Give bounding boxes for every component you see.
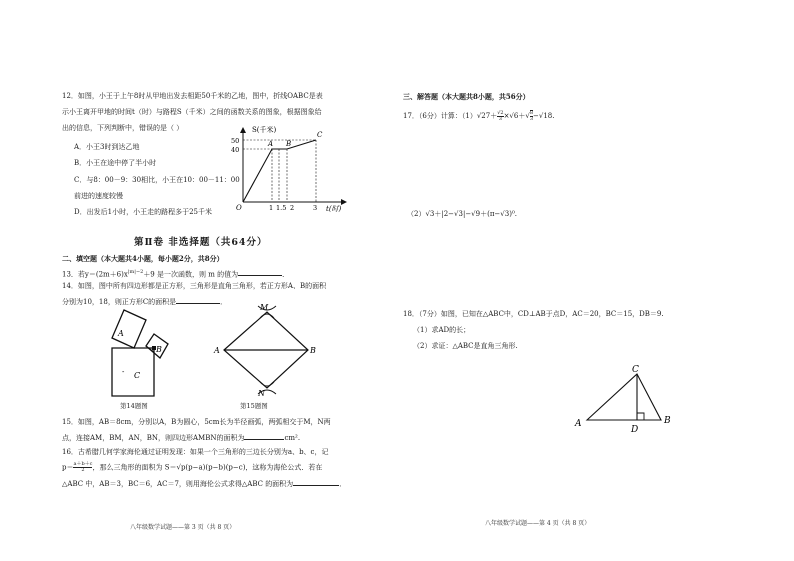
q16-fraction-num: a＋b＋c — [73, 461, 93, 467]
fig15-caption: 第15题图 — [240, 402, 268, 410]
square-c — [112, 348, 154, 396]
q16-line2 — [62, 462, 322, 473]
fig15-label-b: B — [310, 346, 316, 355]
q17-fraction2-num: 8 — [529, 110, 533, 116]
q17-fraction1-den: 3 — [498, 115, 502, 122]
fig14-label-b: B — [156, 345, 162, 354]
graph-tick-40: 40 — [231, 146, 240, 154]
q13-answer-blank[interactable] — [238, 268, 282, 276]
q12-option-d: D．出发后1小时，小王走的路程多于25千米 — [74, 208, 212, 216]
q17-part1-text: 17．（6分）计算：（1）√27＋ — [403, 112, 498, 120]
q12-distance-time-graph — [228, 124, 353, 214]
q15-line2 — [62, 432, 300, 443]
q16-line3-text: △ABC 中，AB＝3，BC＝6，AC＝7，则用海伦公式求得△ABC 的面积为 — [62, 480, 294, 488]
q16-fraction-den: 2 — [81, 467, 85, 473]
q12-option-c-line1: C．与8：00－9：30相比，小王在10：00－11：00 — [74, 176, 240, 184]
graph-tick-50: 50 — [231, 137, 240, 145]
q18-line1: 18．（7分）如图，已知在△ABC中，CD⊥AB于点D，AC＝20，BC＝15，DB＝9. — [403, 310, 664, 318]
q12-option-a: A．小王3时到达乙地 — [74, 143, 140, 151]
q15-answer-blank[interactable] — [244, 432, 284, 440]
q17-part1b: ×√6＋√ — [503, 112, 530, 120]
fig14-label-a: A — [118, 329, 124, 338]
graph-point-a: A — [268, 140, 274, 148]
q14-line2-text: 分别为10，18，则正方形C的面积是 — [62, 298, 177, 306]
q13-exponent: |m|−2 — [127, 269, 144, 275]
q13 — [62, 268, 289, 279]
q12-line3: 出的信息，下列判断中，错误的是（ ） — [62, 124, 184, 132]
q18-sub1: （1）求AD的长； — [413, 326, 471, 334]
q16-line1: 16．古希腊几何学家海伦通过证明发现：如果一个三角形的三边长分别为a、b、c，记 — [62, 448, 329, 456]
q16-answer-blank[interactable] — [293, 478, 339, 486]
figure-15-rhombus — [212, 302, 322, 398]
q18-sub2: （2）求证：△ABC是直角三角形. — [413, 342, 518, 350]
q16-line3 — [62, 478, 346, 489]
left-page-footer: 八年级数学试题——第 3 页（共 8 页） — [130, 524, 236, 531]
q15-end: cm². — [284, 434, 301, 442]
fig15-label-a: A — [214, 346, 220, 355]
graph-point-b: B — [286, 140, 292, 148]
graph-tick-1: 1 — [269, 204, 274, 212]
q12-option-b: B．小王在途中停了半小时 — [74, 159, 157, 167]
fig18-label-b: B — [664, 416, 671, 426]
figure-14-squares — [94, 306, 186, 402]
part2-title: 第Ⅱ卷 非选择题（共64分） — [134, 237, 268, 248]
figure-18-triangle — [569, 362, 685, 436]
q14-line1: 14．如图，图中所有四边形都是正方形，三角形是直角三角形，若正方形A、B的面积 — [62, 282, 327, 290]
fig15-label-n: N — [258, 389, 265, 398]
graph-point-c: C — [317, 131, 323, 139]
fig18-label-c: C — [632, 365, 639, 375]
q12-line2: 示小王离开甲地的时间t（时）与路程S（千米）之间的函数关系的图象，根据图象给 — [62, 108, 322, 116]
q13-end: ． — [282, 270, 290, 279]
q16-p-equals: p＝ — [62, 463, 74, 472]
fig18-label-a: A — [575, 419, 582, 429]
graph-y-label: S(千米) — [252, 126, 277, 134]
fig14-label-c: C — [134, 371, 141, 380]
fig15-label-m: M — [260, 303, 269, 312]
fig18-label-d: D — [631, 425, 639, 435]
fill-in-header: 二、填空题（本大题共4小题，每小题2分，共8分） — [62, 254, 224, 263]
fig14-mark: - — [122, 368, 125, 376]
graph-origin: O — [236, 204, 242, 212]
q13-rest: ＋9 是一次函数，则 m 的值为 — [143, 270, 239, 279]
right-page-footer: 八年级数学试题——第 4 页（共 8 页） — [485, 520, 591, 527]
graph-tick-2: 2 — [290, 204, 295, 212]
right-page — [397, 0, 794, 561]
q17-fraction2-den: 3 — [529, 116, 533, 122]
q17-fraction1-num: √2 — [497, 109, 504, 116]
q16-line2-text: ，那么三角形的面积为 S＝√p(p−a)(p−b)(p−c)，这称为海伦公式．若在 — [92, 463, 323, 472]
graph-tick-3: 3 — [313, 204, 318, 212]
section3-header: 三、解答题（本大题共8小题，共56分） — [403, 92, 530, 101]
graph-x-label: t(时) — [326, 205, 342, 213]
q12-option-c-line2: 前进的速度较慢 — [74, 192, 123, 200]
q17-part1 — [403, 110, 554, 122]
q16-end: ． — [339, 480, 347, 488]
q17-part1c: −√18. — [533, 112, 555, 120]
q14-end: ． — [220, 298, 228, 306]
q16-fraction — [73, 462, 92, 473]
q13-text: 13．若y＝(2m＋6)x — [62, 270, 128, 279]
q15-line2-text: 点，连接AM，BM，AN，BN，则四边形AMBN的面积为 — [62, 434, 245, 442]
graph-tick-1-5: 1.5 — [276, 204, 287, 212]
q12-line1: 12．如图，小王于上午8时从甲地出发去相距50千米的乙地，图中，折线OABC是表 — [62, 92, 323, 100]
q17-part2: （2）√3＋|2−√3|−√9＋(π−√3)⁰. — [407, 210, 517, 218]
q15-line1: 15．如图，AB＝8cm，分别以A，B为圆心，5cm长为半径画弧，两弧相交于M，N两 — [62, 418, 331, 426]
fig14-caption: 第14题图 — [120, 402, 148, 410]
